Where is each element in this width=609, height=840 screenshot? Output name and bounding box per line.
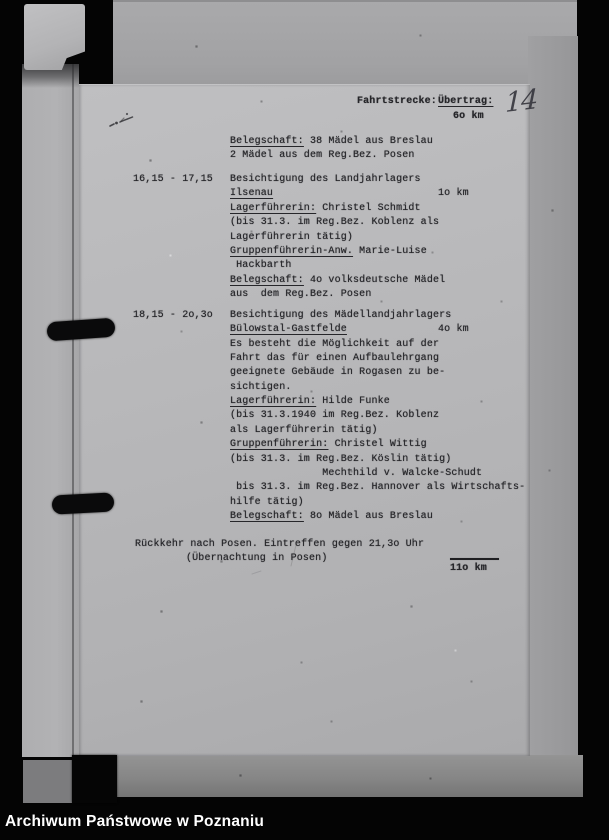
- return-note-line1: Rückkehr nach Posen. Eintreffen gegen 21,3o Uhr: [135, 539, 425, 550]
- handwritten-page-number: 14: [504, 83, 538, 120]
- schedule-line: Gruppenführerin: Christel Wittig: [230, 439, 427, 451]
- schedule-line: Belegschaft: 8o Mädel aus Breslau: [230, 510, 433, 522]
- schedule-line: sichtigen.: [230, 381, 292, 393]
- total-sum-rule: [450, 558, 499, 560]
- paper-fragment-top-left: [24, 4, 85, 70]
- schedule-km-1: 1o km: [438, 188, 469, 200]
- schedule-line: Gruppenführerin-Anw. Marie-Luise: [230, 246, 427, 257]
- schedule-line: (bis 31.3. im Reg.Bez. Köslin tätig): [230, 453, 452, 465]
- schedule-line: bis 31.3. im Reg.Bez. Hannover als Wirtschafts-: [230, 482, 526, 494]
- schedule-time-1: 16,15 - 17,15: [133, 174, 213, 185]
- backing-page-top: [113, 0, 577, 89]
- schedule-line: 2 Mädel aus dem Reg.Bez. Posen: [230, 150, 415, 161]
- schedule-line: Hackbarth: [230, 260, 292, 272]
- total-km-value: 11o km: [450, 563, 487, 574]
- schedule-line: Lagerführerin: Christel Schmidt: [230, 202, 421, 214]
- backing-page-right-edge: [528, 36, 578, 760]
- return-note-line2: (Übernachtung in Posen): [186, 553, 328, 564]
- schedule-line: hilfe tätig): [230, 496, 304, 508]
- paper-speckles: [0, 0, 1, 1]
- schedule-line: aus dem Reg.Bez. Posen: [230, 289, 372, 301]
- schedule-line: Ilsenau: [230, 188, 274, 200]
- archive-caption: Archiwum Państwowe w Poznaniu: [5, 813, 264, 830]
- previous-page-edge: [22, 64, 79, 757]
- schedule-line: geeignete Gebäude in Rogasen zu be-: [230, 367, 446, 379]
- schedule-km-2: 4o km: [438, 324, 469, 336]
- backing-page-bottom-edge: [115, 755, 583, 797]
- schedule-line: als Lagerführerin tätig): [230, 424, 378, 436]
- schedule-line: (bis 31.3. im Reg.Bez. Koblenz als: [230, 217, 440, 229]
- schedule-line: Besichtigung des Mädellandjahrlagers: [230, 310, 452, 321]
- backing-corner-square: [23, 760, 72, 803]
- binding-block-bottom: [72, 755, 117, 803]
- route-label: Fahrtstrecke:: [357, 96, 437, 107]
- carryover-km-value: 6o km: [453, 111, 484, 122]
- schedule-line: Belegschaft: 4o volksdeutsche Mädel: [230, 274, 446, 286]
- schedule-line: Bülowstal-Gastfelde: [230, 324, 347, 336]
- schedule-line: Lagerführerin: Hilde Funke: [230, 396, 390, 408]
- schedule-line: Besichtigung des Landjahrlagers: [230, 174, 421, 185]
- binding-clip-lower: [52, 492, 115, 514]
- carryover-label: Übertrag:: [438, 96, 494, 107]
- schedule-line: Fahrt das für einen Aufbaulehrgang: [230, 353, 440, 365]
- schedule-line: Lagerführerin tätig): [230, 231, 354, 243]
- schedule-line: (bis 31.3.1940 im Reg.Bez. Koblenz: [230, 410, 440, 422]
- schedule-line: Es besteht die Möglichkeit auf der: [230, 338, 440, 350]
- schedule-time-2: 18,15 - 2o,3o: [133, 310, 213, 321]
- schedule-line: Mechthild v. Walcke-Schudt: [230, 467, 483, 479]
- schedule-line: Belegschaft: 38 Mädel aus Breslau: [230, 136, 433, 147]
